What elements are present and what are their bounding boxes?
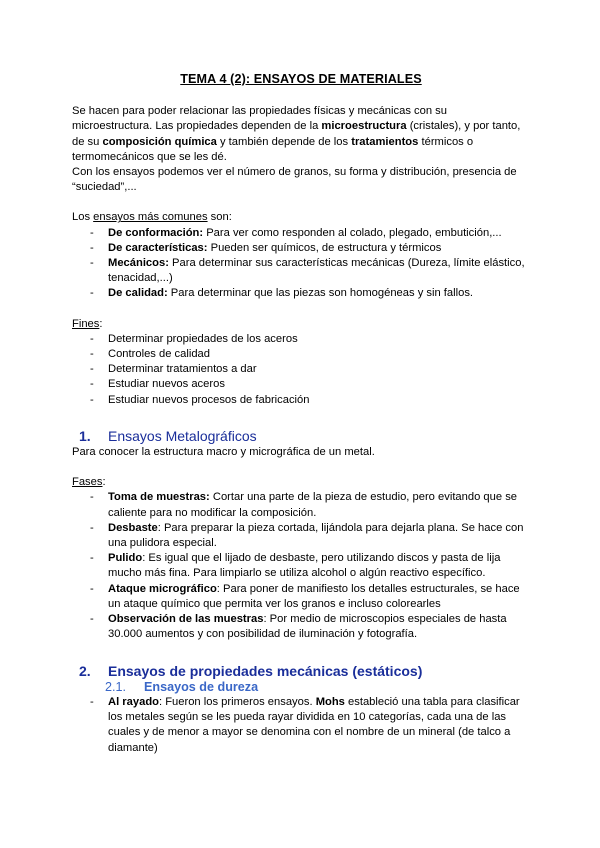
list-item: - Determinar propiedades de los aceros: [90, 332, 298, 345]
document-body: [72, 72, 530, 756]
section-1-intro: Para conocer la estructura macro y micrográfica de un metal.: [72, 446, 375, 459]
list-item: - Determinar tratamientos a dar: [90, 363, 257, 376]
list-item: - De características: Pueden ser químicos, de estructura y térmicos: [90, 241, 442, 254]
list-item: - Desbaste: Para preparar la pieza cortada, lijándola para dejarla plana. Se hace con una pulidora especial.: [90, 521, 524, 550]
common-tests-list: [72, 226, 530, 302]
fases-list: [72, 490, 530, 642]
section-2-1-heading: 2.1. Ensayos de dureza: [105, 679, 259, 694]
list-item: - De calidad: Para determinar que las piezas son homogéneas y sin fallos.: [90, 287, 474, 300]
section-2-heading: 2. Ensayos de propiedades mecánicas (estáticos): [79, 662, 423, 679]
section-1-heading: 1. Ensayos Metalográficos: [79, 427, 257, 444]
list-item: - Al rayado: Fueron los primeros ensayos. Mohs estableció una tabla para clasificar los metales según se les pueda rayar dividida en 10 categorías, cada una de las cuales y de menor a mayor se denomina con el nombre de un mineral (de talco a diamante): [90, 695, 520, 754]
list-item: - Ataque micrográfico: Para poner de manifiesto los detalles estructurales, se hace un ataque químico que permita ver los granos e incluso colorearles: [90, 582, 520, 610]
intro-paragraph-2: Con los ensayos podemos ver el número de granos, su forma y distribución, presencia de “suciedad”,...: [72, 166, 517, 194]
intro-paragraph-1: Se hacen para poder relacionar las propiedades físicas y mecánicas con su microestructura. Las propiedades dependen de la microestructura (cristales), y por tanto, de su composición química y también depende de los tratamientos térmicos o termomecánicos que se les dé.: [72, 105, 521, 163]
fases-label: Fases:: [72, 476, 106, 489]
list-item: - Estudiar nuevos aceros: [90, 378, 225, 391]
list-item: - Controles de calidad: [90, 348, 210, 361]
list-item: - Observación de las muestras: Por medio de microscopios especiales de hasta 30.000 aumentos y con posibilidad de iluminación y fotografía.: [90, 613, 507, 641]
fines-list: [72, 332, 530, 408]
page-title: TEMA 4 (2): ENSAYOS DE MATERIALES: [180, 72, 422, 86]
list-item: - Pulido: Es igual que el lijado de desbaste, pero utilizando discos y pasta de lija mucho más fina. Para limpiarlo se utiliza alcohol o algún reactivo específico.: [90, 552, 501, 580]
list-item: - Estudiar nuevos procesos de fabricación: [90, 393, 310, 406]
common-tests-lead: Los ensayos más comunes son:: [72, 211, 232, 224]
fines-label: Fines:: [72, 317, 103, 330]
list-item: - De conformación: Para ver como responden al colado, plegado, embutición,...: [90, 226, 502, 239]
list-item: - Mecánicos: Para determinar sus características mecánicas (Dureza, límite elástico, tenacidad,...): [90, 257, 525, 285]
hardness-list: [72, 695, 530, 756]
list-item: - Toma de muestras: Cortar una parte de la pieza de estudio, pero evitando que se caliente para no modificar la composición.: [90, 491, 518, 519]
